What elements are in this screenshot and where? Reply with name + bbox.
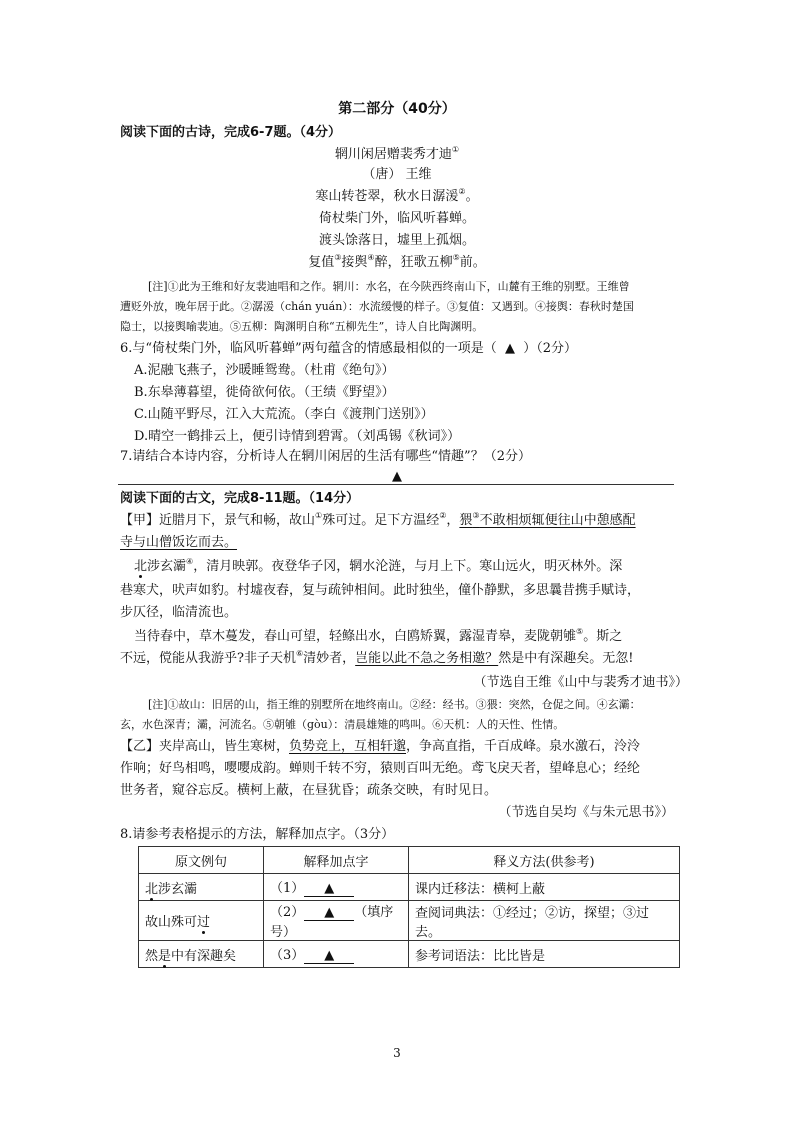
poem-line-2: 倚杖柴门外，临风听暮蝉。 <box>318 211 475 226</box>
poem-note-2: 遭贬外放，晚年居于此。②潺湲（chán yuán）：水流缓慢的样子。③复值：又遇到。④接舆：春秋时楚国 <box>120 300 634 313</box>
table-header-row <box>139 847 680 874</box>
yi-line-3: 世务者，窥谷忘反。横柯上蔽，在昼犹昏；疏条交映，有时见日。 <box>120 783 498 798</box>
method-cell: 查阅词典法：①经过；②访，探望；③过去。 <box>409 901 680 941</box>
jia-p2-line-2: 巷寒犬，吠声如豹。村墟夜舂，复与疏钟相间。此时独坐，僮仆静默，多思曩昔携手赋诗， <box>120 583 641 598</box>
q7-stem: 7.请结合本诗内容，分析诗人在辋川闲居的生活有哪些“情趣”？（2分） <box>120 449 531 464</box>
table-row <box>139 901 680 941</box>
answer-marker: ▲ <box>504 341 515 356</box>
jia-p3-line-1: 当待春中，草木蔓发，春山可望，轻鲦出水，白鸥矫翼，露湿青皋，麦陇朝雊⑤。斯之 <box>134 627 623 644</box>
method-cell: 课内迁移法：横柯上蔽 <box>409 874 680 901</box>
sentence-cell: 故山殊可过 <box>139 901 264 941</box>
poem-note-3: 隐士，以接舆喻裴迪。⑤五柳：陶渊明自称“五柳先生”，诗人自比陶渊明。 <box>120 320 484 333</box>
answer-blank: ▲ <box>304 882 354 897</box>
q6-option-c: C.山随平野尽，江入大荒流。（李白《渡荆门送别》） <box>134 407 434 422</box>
col-header: 解释加点字 <box>264 847 409 874</box>
answer-cell[interactable]: （2） ▲ （填序号） <box>264 901 409 941</box>
col-header: 释义方法(供参考) <box>409 847 680 874</box>
jia-source: （节选自王维《山中与裴秀才迪书》） <box>473 675 688 690</box>
answer-cell[interactable]: （3） ▲ <box>264 941 409 968</box>
poem-instruction: 阅读下面的古诗，完成6-7题。（4分） <box>120 125 342 140</box>
poem-title: 辋川闲居赠裴秀才迪① <box>334 145 460 162</box>
q6-option-a: A.泥融飞燕子，沙暖睡鸳鸯。（杜甫《绝句》） <box>134 363 395 378</box>
q8-stem: 8.请参考表格提示的方法，解释加点字。（3分） <box>120 827 395 842</box>
yi-line-1: 【乙】夹岸高山，皆生寒树，负势竞上，互相轩邈，争高直指，千百成峰。泉水激石，泠泠 <box>120 739 641 754</box>
jia-p2-line-1: 北涉玄灞④，清月映郭。夜登华子冈，辋水沦涟，与月上下。寒山远火，明灭林外。深 <box>134 557 623 574</box>
table-row <box>139 874 680 901</box>
poem-line-4: 复值③接舆④醉，狂歌五柳⑤前。 <box>308 253 486 270</box>
jia-p3-line-2: 不远，傥能从我游乎?非子天机⑥清妙者，岂能以此不急之务相邀？然是中有深趣矣。无忽! <box>120 649 634 666</box>
page-number: 3 <box>393 1046 401 1060</box>
jia-note-1: [注]①故山：旧居的山，指王维的别墅所在地终南山。②经：经书。③猥：突然，仓促之间。④玄灞： <box>148 698 641 711</box>
answer-cell[interactable]: （1） ▲ <box>264 874 409 901</box>
q6-option-d: D.晴空一鹤排云上，便引诗情到碧霄。（刘禹锡《秋词》） <box>134 429 461 444</box>
poem-line-3: 渡头馀落日，墟里上孤烟。 <box>318 233 475 248</box>
yi-line-2: 作响；好鸟相鸣，嘤嘤成韵。蝉则千转不穷，猿则百叫无绝。鸢飞戾天者，望峰息心；经纶 <box>120 761 641 776</box>
poem-line-1: 寒山转苍翠，秋水日潺湲②。 <box>315 187 479 204</box>
part-header: 第二部分（40分） <box>338 101 456 117</box>
jia-note-2: 玄，水色深青；灞，河流名。⑤朝雊（gòu）：清晨雄雉的鸣叫。⑥天机：人的天性、性情。 <box>120 718 565 731</box>
yi-source: （节选自吴均《与朱元思书》） <box>498 805 674 820</box>
answer-line <box>118 484 674 485</box>
table-row <box>139 941 680 968</box>
poem-note-1: [注]①此为王维和好友裴迪唱和之作。辋川：水名，在今陕西终南山下，山麓有王维的别墅。王维曾 <box>148 280 630 293</box>
q6-option-b: B.东皋薄暮望，徙倚欲何依。（王绩《野望》） <box>134 385 395 400</box>
answer-blank: ▲ <box>304 949 354 964</box>
poem-author: （唐） 王维 <box>362 167 432 182</box>
method-cell: 参考词语法：比比皆是 <box>409 941 680 968</box>
q6-stem: 6.与“倚杖柴门外，临风听暮蝉”两句蕴含的情感最相似的一项是（ ▲ ）（2分） <box>120 341 578 356</box>
q7-answer-marker: ▲ <box>392 469 402 484</box>
answer-blank: ▲ <box>304 906 354 921</box>
jia-p2-line-3: 步仄径，临清流也。 <box>120 605 238 620</box>
jia-p1-line-2: 寺与山僧饭讫而去。 <box>120 535 238 550</box>
prose-instruction: 阅读下面的古文，完成8-11题。（14分） <box>120 491 360 506</box>
sentence-cell: 然是中有深趣矣 <box>139 941 264 968</box>
sentence-cell: 北涉玄灞 <box>139 874 264 901</box>
col-header: 原文例句 <box>139 847 264 874</box>
jia-p1-line-1: 【甲】近腊月下，景气和畅，故山①殊可过。足下方温经②，猥③不敢相烦辄便往山中憩感配 <box>120 511 636 528</box>
q8-table <box>138 846 680 968</box>
underlined-sentence: 猥③不敢相烦辄便往山中憩感配 <box>459 511 636 528</box>
dotted-char: 北 <box>134 559 148 574</box>
